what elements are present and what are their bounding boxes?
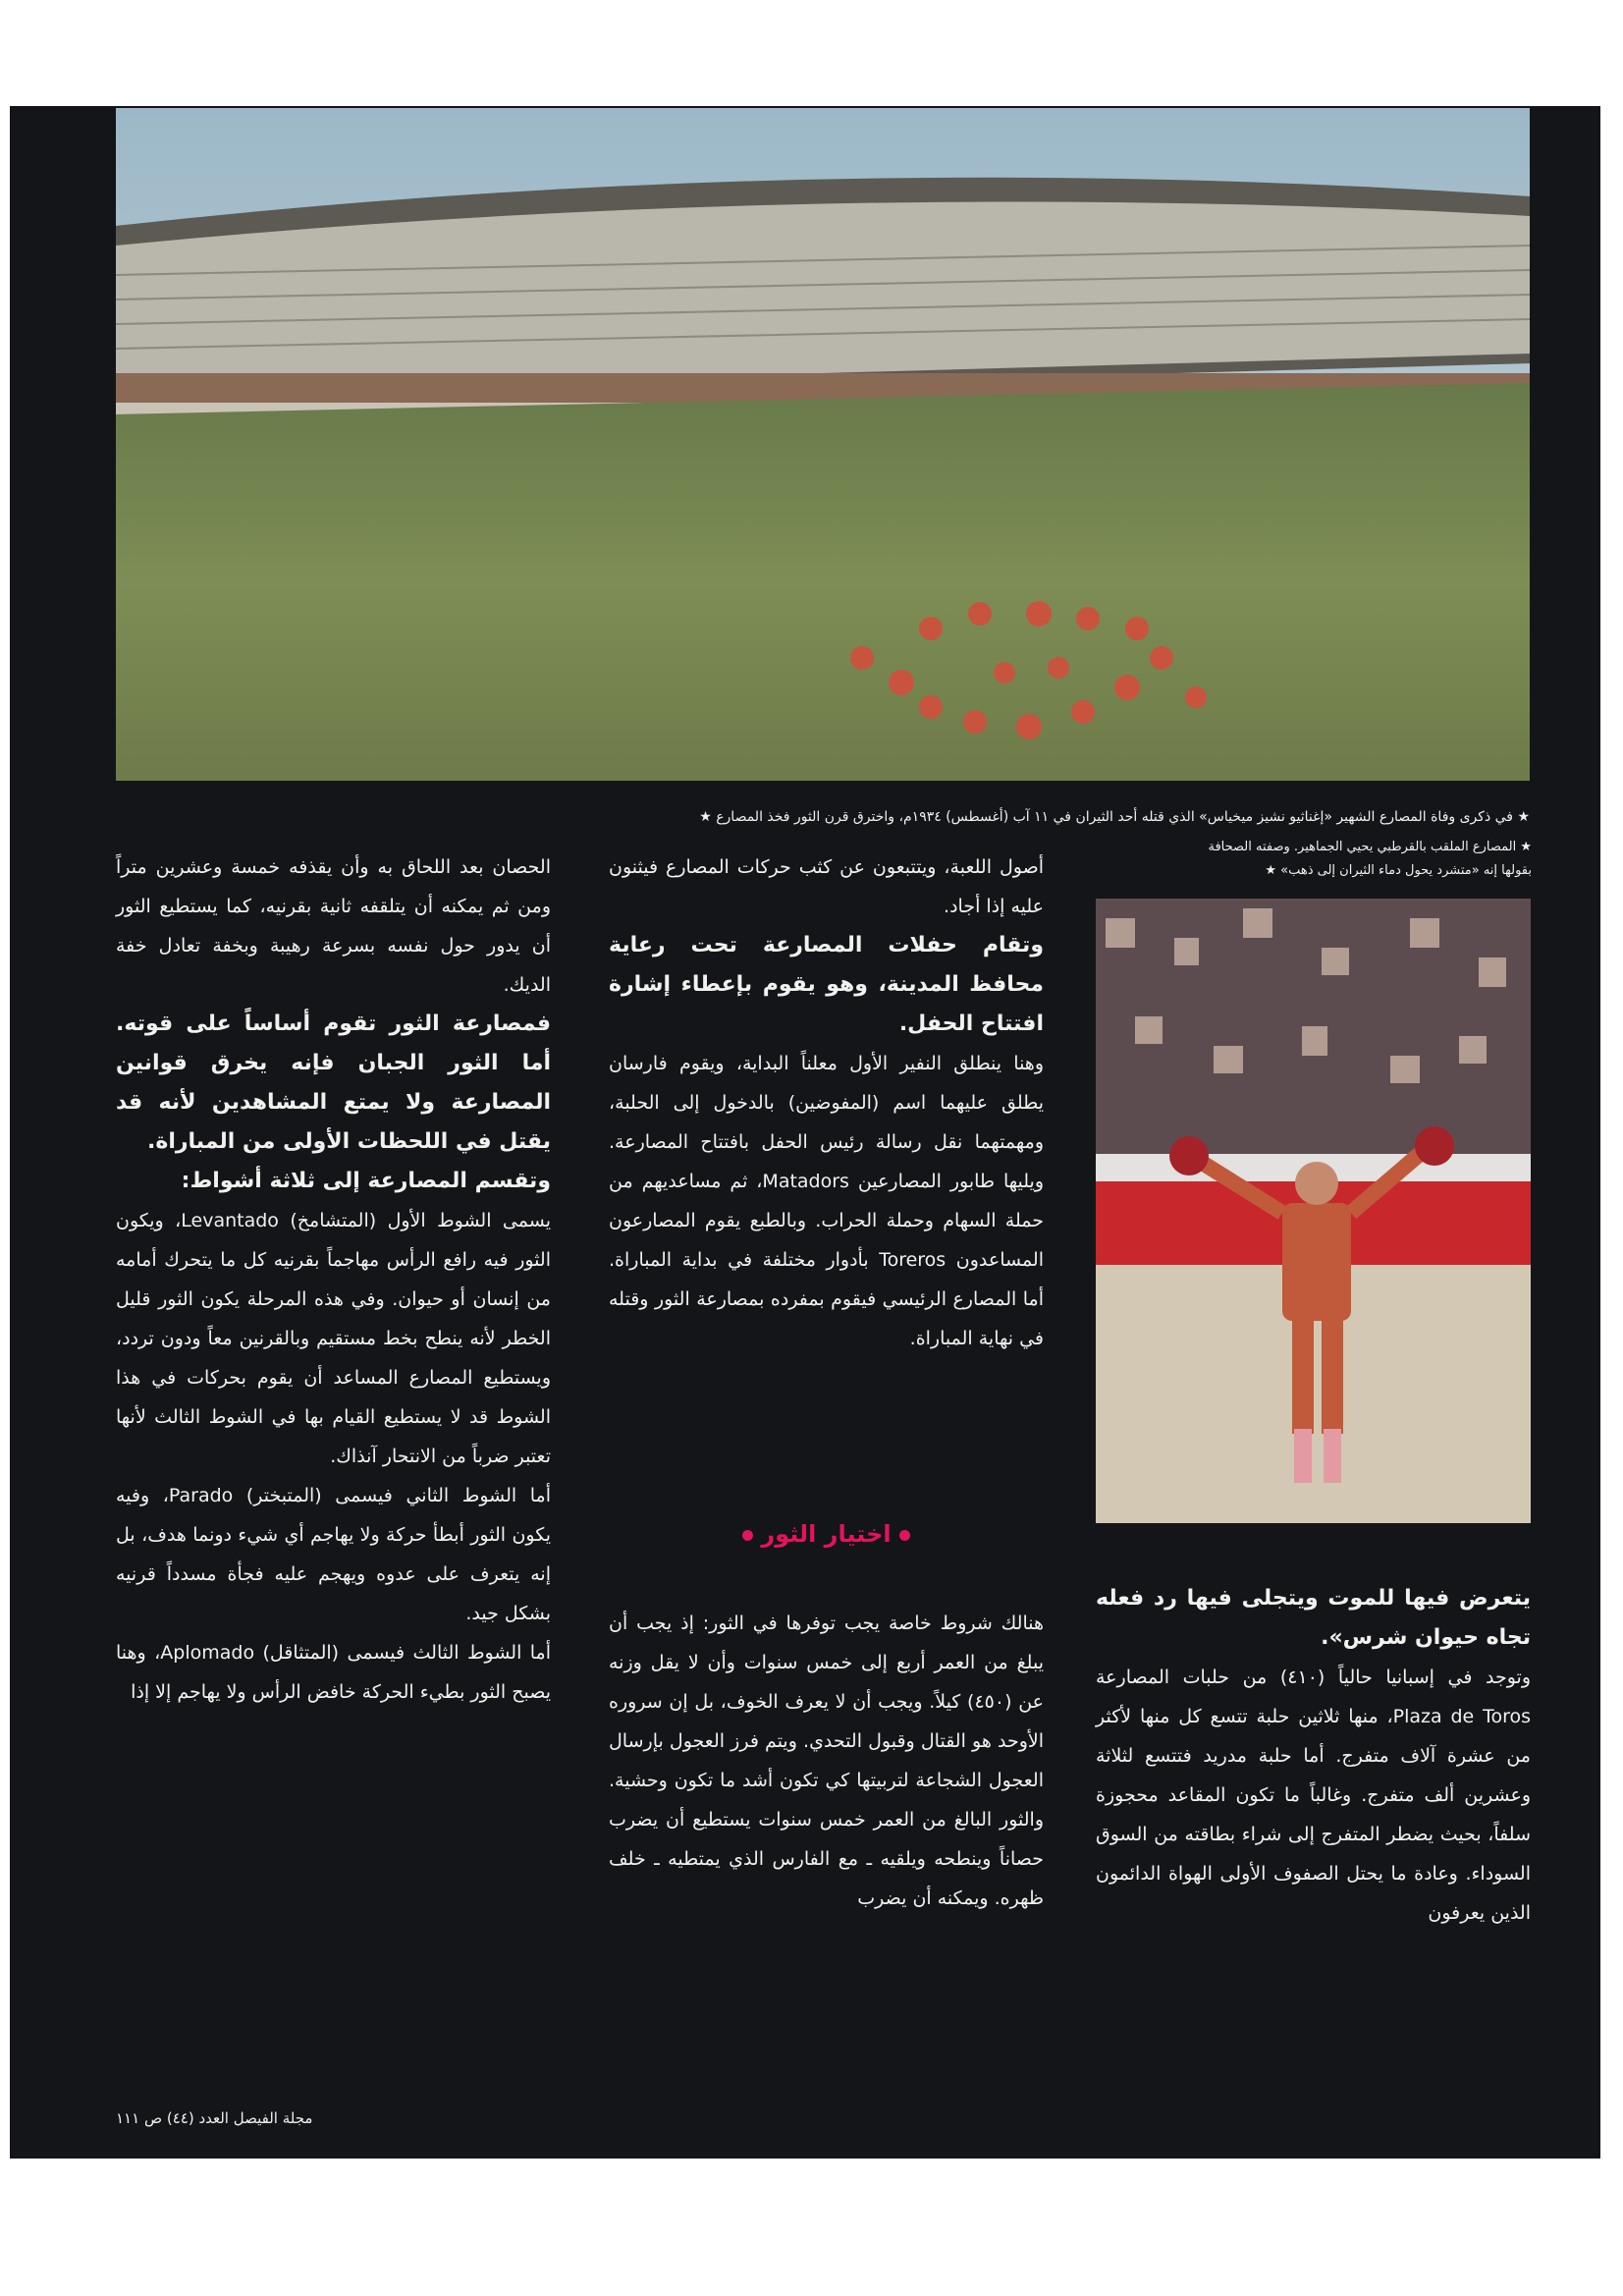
- section-heading-text: اختيار الثور: [761, 1520, 892, 1548]
- section-heading: [609, 1520, 1044, 1548]
- side-photo-caption-line1: ★ المصارع الملقب بالقرطبي يحيي الجماهير. وصفته الصحافة: [1208, 840, 1532, 854]
- middle-column: [609, 847, 1044, 1358]
- heading-bullet-left: [742, 1530, 753, 1541]
- right-column-intro: يتعرض فيها للموت ويتجلى فيها رد فعله تجاه حيوان شرس».: [1096, 1586, 1531, 1650]
- matador-photo: [1096, 899, 1531, 1523]
- main-photo-caption: ★ في ذكرى وفاة المصارع الشهير «إغناثيو نشيز ميخياس» الذي قتله أحد الثيران في ١١ آب (أغسطس) ١٩٣٤م، واخترق قرن الثور فخذ المصارع ★: [699, 809, 1530, 825]
- middle-p3: هنالك شروط خاصة يجب توفرها في الثور: إذ يجب أن يبلغ من العمر أربع إلى خمس سنوات وأن لا يقل وزنه عن (٤٥٠) كيلاً. ويجب أن لا يعرف الخوف، بل إن سروره الأوحد هو القتال وقبول التحدي. ويتم فرز العجول بإرسال العجول الشجاعة لتربيتها كي تكون أشد ما تكون وحشية. والثور البالغ من العمر خمس سنوات يستطيع أن يضرب حصاناً وينطحه ويلقيه ـ مع الفارس الذي يمتطيه ـ خلف ظهره. ويمكنه أن يضرب: [609, 1613, 1044, 1909]
- middle-p2-rest: وهنا ينطلق النفير الأول معلناً البداية، ويقوم فارسان يطلق عليهما اسم (المفوضين) بالدخول إلى الحلبة، ومهمتهما نقل رسالة رئيس الحفل بافتتاح المصارعة. ويليها طابور المصارعين Matadors، ثم مساعديهم من حملة السهام وحملة الحراب. وبالطبع يقوم المصارعون المساعدون Toreros بأدوار مختلفة في بداية المباراة. أما المصارع الرئيسي فيقوم بمفرده بمصارعة الثور وقتله في نهاية المباراة.: [609, 1053, 1044, 1349]
- left-p2-bold: وتقسم المصارعة إلى ثلاثة أشواط:: [181, 1169, 551, 1193]
- bullring-roses-photo: [116, 108, 1530, 781]
- left-p1: الحصان بعد اللحاق به وأن يقذفه خمسة وعشرين متراً ومن ثم يمكنه أن يتلقفه ثانية بقرنيه، كما يستطيع الثور أن يدور حول نفسه بسرعة رهيبة وبخفة تعادل خفة الديك.: [116, 856, 551, 996]
- left-p3: يسمى الشوط الأول (المتشامخ) Levantado، ويكون الثور فيه رافع الرأس مهاجماً بقرنيه كل ما يتحرك أمامه من إنسان أو حيوان. وفي هذه المرحلة يكون الثور قليل الخطر لأنه ينطح بخط مستقيم وبالقرنين معاً ودون تردد، ويستطيع المصارع المساعد أن يقوم بحركات في هذا الشوط قد لا يستطيع القيام بها في الشوط الثالث لأنها تعتبر ضرباً من الانتحار آنذاك.: [116, 1210, 551, 1467]
- right-column-paragraph: وتوجد في إسبانيا حالياً (٤١٠) من حلبات المصارعة Plaza de Toros، منها ثلاثين حلبة تتسع كل منها لأكثر من عشرة آلاف متفرج. أما حلبة مدريد فتتسع لثلاثة وعشرين ألف متفرج. وغالباً ما تكون المقاعد محجوزة سلفاً، بحيث يضطر المتفرج إلى شراء بطاقته من السوق السوداء. وعادة ما يحتل الصفوف الأولى الهواة الدائمون الذين يعرفون: [1096, 1667, 1531, 1924]
- heading-bullet-right: [899, 1530, 910, 1541]
- page-footer: مجلة الفيصل العدد (٤٤) ص ١١١: [116, 2109, 313, 2127]
- left-column: [116, 847, 551, 1712]
- middle-p1: أصول اللعبة، ويتتبعون عن كثب حركات المصارع فيثنون عليه إذا أجاد.: [609, 856, 1044, 917]
- magazine-page: [10, 106, 1600, 2159]
- middle-p2-bold: وتقام حفلات المصارعة تحت رعاية محافظ المدينة، وهو يقوم بإعطاء إشارة افتتاح الحفل.: [609, 933, 1044, 1036]
- middle-column-lower: [609, 1604, 1044, 1918]
- right-column: [1096, 1579, 1531, 1933]
- left-p1-bold: فمصارعة الثور تقوم أساساً على قوته. أما الثور الجبان فإنه يخرق قوانين المصارعة ولا يمتع المشاهدين لأنه قد يقتل في اللحظات الأولى من المباراة.: [116, 1011, 551, 1154]
- left-p4: أما الشوط الثاني فيسمى (المتبختر) Parado، وفيه يكون الثور أبطأ حركة ولا يهاجم أي شيء دونما هدف، بل إنه يتعرف على عدوه ويهجم عليه فجأة مسدداً قرنيه بشكل جيد.: [116, 1485, 551, 1624]
- side-photo-caption-line2: بقولها إنه «متشرد يحول دماء الثيران إلى ذهب» ★: [1265, 863, 1532, 878]
- left-p5: أما الشوط الثالث فيسمى (المتثاقل) Aplomado، وهنا يصبح الثور بطيء الحركة خافض الرأس ولا يهاجم إلا إذا: [116, 1642, 552, 1703]
